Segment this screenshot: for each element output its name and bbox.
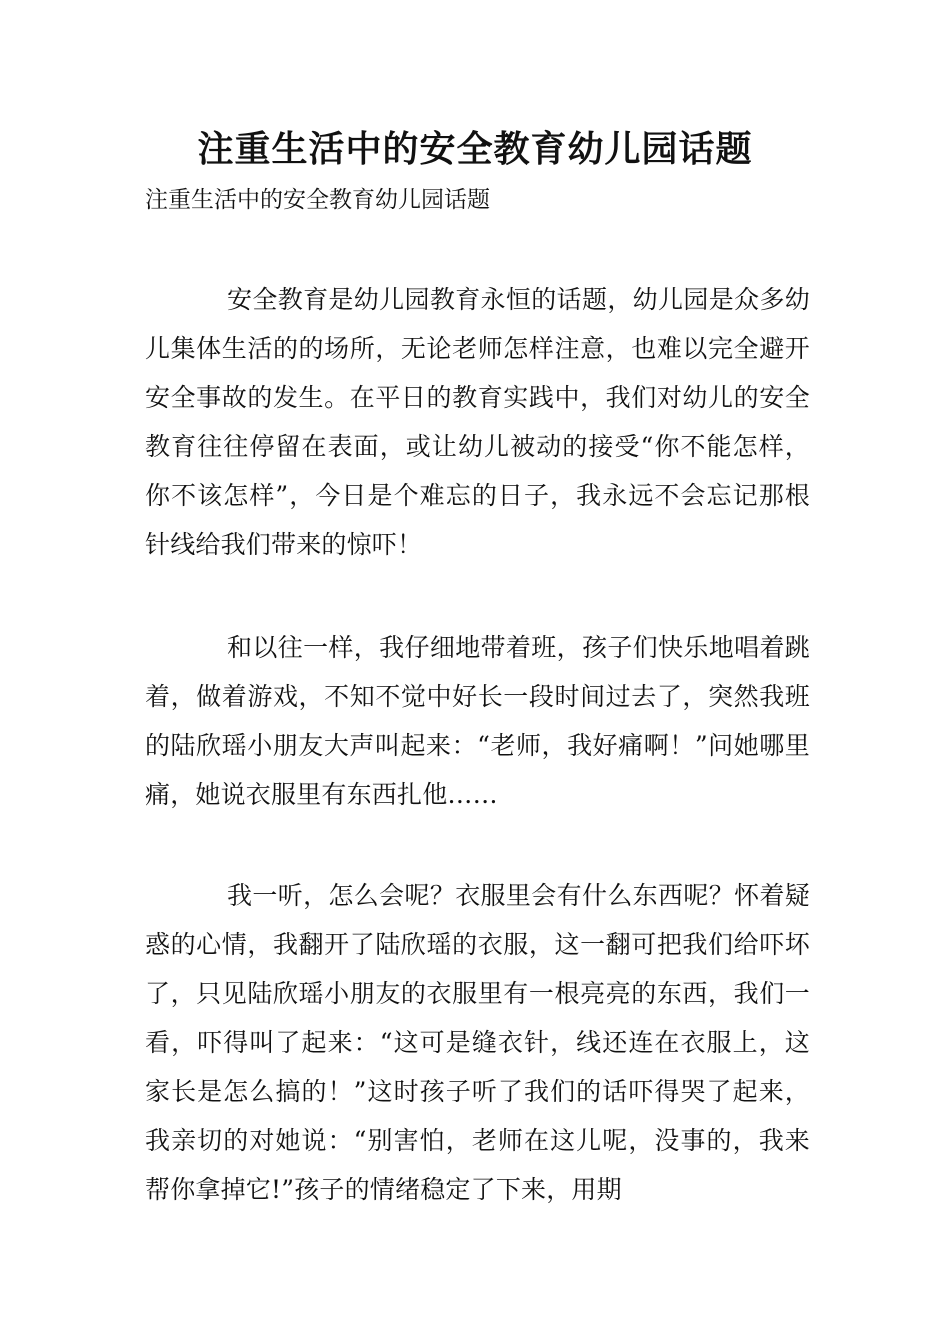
document-title: 注重生活中的安全教育幼儿园话题 [197,129,753,170]
document-subtitle: 注重生活中的安全教育幼儿园话题 [145,187,490,213]
paragraph-2: 和以往一样，我仔细地带着班，孩子们快乐地唱着跳着，做着游戏，不知不觉中好长一段时间过去了，突然我班的陆欣瑶小朋友大声叫起来：“老师，我好痛啊！”问她哪里痛，她说衣服里有东西扎他…… [145,633,810,809]
paragraph-3: 我一听，怎么会呢？衣服里会有什么东西呢？怀着疑惑的心情，我翻开了陆欣瑶的衣服，这一翻可把我们给吓坏了，只见陆欣瑶小朋友的衣服里有一根亮亮的东西，我们一看，吓得叫了起来：“这可是缝衣针，线还连在衣服上，这家长是怎么搞的！”这时孩子听了我们的话吓得哭了起来，我亲切的对她说：“别害怕，老师在这儿呢，没事的，我来帮你拿掉它!”孩子的情绪稳定了下来，用期 [145,881,810,1204]
paragraph-1: 安全教育是幼儿园教育永恒的话题，幼儿园是众多幼儿集体生活的的场所，无论老师怎样注意，也难以完全避开安全事故的发生。在平日的教育实践中，我们对幼儿的安全教育往往停留在表面，或让幼儿被动的接受“你不能怎样，你不该怎样”，今日是个难忘的日子，我永远不会忘记那根针线给我们带来的惊吓！ [145,285,810,559]
